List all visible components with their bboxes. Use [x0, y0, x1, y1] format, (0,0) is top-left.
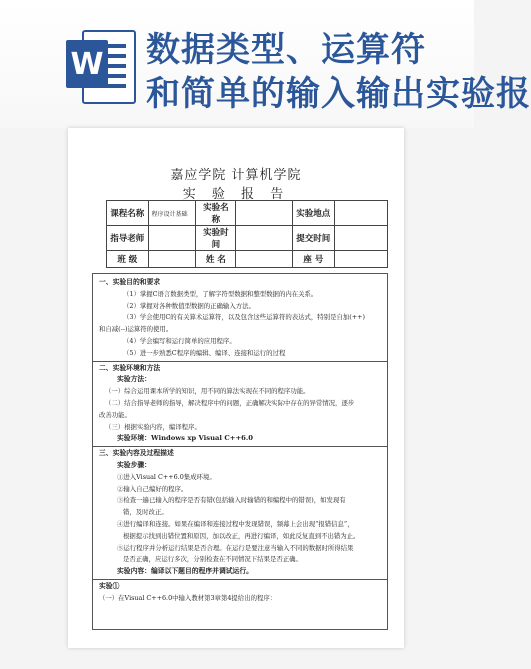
body-text-line: （1）掌握C语言数据类型，了解字符型数据和整型数据的内在关系。 [123, 289, 318, 298]
info-table-row [107, 201, 388, 226]
info-value-cell [236, 201, 293, 226]
info-label-cell: 课程名称 [107, 201, 149, 226]
body-text-line: ②输入自己编好的程序。 [117, 484, 188, 493]
banner-title-line-1: 数据类型、运算符 [146, 30, 426, 70]
section-divider [93, 361, 387, 362]
body-text-line: （2）掌握对各种数值型数据的正确输入方法。 [123, 301, 255, 310]
section-heading: 三、实验内容及过程描述 [99, 449, 174, 458]
section-heading: 实验① [99, 582, 120, 590]
info-label-cell: 提交时间 [293, 226, 335, 251]
body-text-line: （一）在Visual C++6.0中输入教材第3章第4提给出的程序： [99, 593, 277, 602]
info-label-cell: 实验名称 [196, 201, 236, 226]
info-value-cell [236, 251, 293, 268]
info-label-cell: 班 级 [107, 251, 149, 268]
info-table-row [107, 251, 388, 268]
info-value-cell: 程序设计基础 [148, 201, 196, 226]
document-page [68, 128, 404, 648]
section-heading: 二、实验环境和方法 [99, 363, 161, 372]
body-text-line: （3）学会使用C的有关算术运算符，以及包含这些运算符的表达式，特别是自加(++) [123, 313, 365, 322]
info-value-cell [148, 226, 196, 251]
section-heading: 实验内容：编译以下题目的程序并调试运行。 [117, 567, 253, 576]
section-heading: 实验环境：Windows xp Visual C++6.0 [117, 434, 254, 443]
body-text-line: 根据提示找到出错位置和原因，加以改正，再进行编译，如此反复直到不出错为止。 [123, 531, 360, 540]
word-icon-letter: W [66, 40, 108, 88]
info-value-cell [334, 201, 387, 226]
title-banner [0, 0, 531, 128]
body-text-line: （一）综合运用课本所学的知识，用不同的算法实现在不同的程序功能。 [105, 387, 310, 396]
section-heading: 实验方法： [117, 375, 151, 384]
body-text-line: 错，及时改正。 [123, 508, 168, 517]
body-text-line: ①进入Visual C++6.0集成环境。 [117, 472, 216, 481]
body-text-line: （三）根据实验内容，编译程序。 [105, 422, 201, 431]
section-heading: 一、实验目的和要求 [99, 278, 161, 286]
body-text-line: 和自减(--)运算符的使用。 [99, 325, 173, 334]
info-value-cell [334, 251, 387, 268]
info-label-cell: 座 号 [293, 251, 335, 268]
section-divider [93, 446, 387, 447]
body-text-line: ⑤运行程序并分析运行结果是否合理。在运行是要注意当输入不同的数据时所得结果 [117, 543, 354, 552]
info-label-cell: 指导老师 [107, 226, 149, 251]
body-text-line: ③检查一遍已输入的程序是否有错(包括输入时输错的和编程中的错误)，如发现有 [117, 496, 346, 505]
report-title: 实 验 报 告 [182, 187, 290, 202]
body-text-line: ④进行编译和连接。如果在编译和连接过程中发现错误，频幕上会出现“报错信息”， [117, 520, 354, 528]
body-text-line: （4）学会编写和运行简单的应用程序。 [123, 337, 236, 345]
body-text-line: 改善功能。 [99, 410, 131, 419]
section-heading: 实验步骤： [117, 461, 151, 469]
word-icon [66, 24, 134, 106]
body-text-line: 是否正确，应运行多次，分别检查在不同情况下结果是否正确。 [123, 555, 302, 564]
info-label-cell: 实验地点 [293, 201, 335, 226]
info-value-cell [334, 226, 387, 251]
report-content-box [92, 273, 388, 630]
course-info-table [106, 200, 388, 268]
info-table-row [107, 226, 388, 251]
body-text-line: （5）进一步熟悉C程序的编辑、编译、连接和运行的过程 [123, 348, 286, 357]
section-divider [93, 579, 387, 580]
info-label-cell: 姓 名 [196, 251, 236, 268]
banner-title-line-2: 和简单的输入输出实验报 [146, 74, 531, 114]
info-value-cell [236, 226, 293, 251]
body-text-line: （二）结合指导老师的指导，解决程序中的问题，正确解决实际中存在的异常情况，逐步 [105, 399, 355, 407]
info-value-cell [148, 251, 196, 268]
school-name: 嘉应学院 计算机学院 [170, 168, 302, 183]
info-label-cell: 实验时间 [196, 226, 236, 251]
